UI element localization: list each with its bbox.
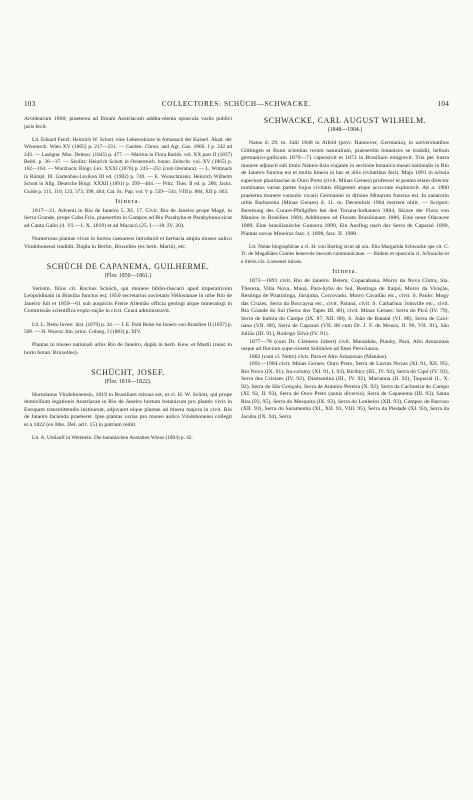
collector-years-schucht: (Flor. 1819—1822).: [104, 378, 152, 385]
schott-itinera-heading: Itinera.: [115, 197, 141, 205]
schuch-capanema-plants: Plantas in museo nationali urbis Rio de Janeiro, dupla in herb. Kew. et Martii (nunc in horto botan. Bruxelles).: [24, 342, 232, 356]
collector-heading-schwacke: SCHWACKE, CARL AUGUST WILHELM.: [263, 116, 427, 125]
schuch-capanema-bio: Verisim. filius cit. Rochus Schüch, qui munere biblio-thecarii apud imperatricem Leopoldinam in Brasilia functus est, 1850 secretarius societatis Vellosianae in urbe Rio de Janeiro fuit et 1859—61 sub auspiciis Freire Allemão officia geologi atque mineralogi in Commissão scientifica explo-ração in civit. Ceará administravit.: [24, 285, 232, 315]
schott-continuation: Aroidearum 1860; praeterea ad floram Austriacam addita-menta opuscula variis publici juris fecit.: [24, 116, 232, 130]
schwacke-itinera-3: 1882 (cum cl. Netto) civit. Pará et Alto Amazonas (Manáos).: [249, 353, 388, 360]
collector-years-schwacke: (1848—1904.): [327, 127, 363, 133]
schucht-bio: Hortulanus Vindobonensis, 1819 in Brasiliam missus est, ut cl. H. W. Schott, qui prope domicilium legationis Austriacae in Rio de Janeiro hortum botanicum pro plantis vivis in Europam transmittendis instituerat, adjuvaret eique plantas ad itinera majora in civit. Rio de Janeiro facienda praeberet. Ipse plantas varias pro museo aulico Vindobonensi collegit et a 1822 (ex Mss. Del. ad t. 15) in patriam rediit.: [24, 391, 232, 428]
collector-heading-schucht: SCHÜCHT, JOSEF.: [91, 367, 165, 377]
left-column: [24, 116, 232, 443]
schucht-literature: Lit. A. Umlauft in Wettstein: Die botanischen Anstalten Wiens (1894) p. 42.: [32, 435, 193, 442]
page-number-left: 103: [24, 100, 36, 108]
page-number-right: 104: [437, 100, 449, 108]
schott-itinera: 1817—21. Advenit in Rio de Janeiro 5. XI. 17. Civit. Rio de Janeiro prope Magé, in Serra Grande, prope Cabo Frio, praesertim in Campos ad Rio Parahyba et Parahybuna sicut ad Canta Gallo (4. VI.—1. X. 1819) et ad Macacú (25. I.—18. IV. 20).: [24, 207, 233, 229]
schuch-capanema-literature: Lit. L. Netto Invest. hist. (1870) p. 34. — J. E. Pohl Reise im Innern von Brasilien II (1837) p. 568. — H. Wawra: Itin. princ. Coburg. I (1883) p. XIV.: [24, 321, 232, 336]
schwacke-itinera-2: 1877—78 (cum Dr. Clemens Jobert) civit. Maranhão, Piauhy, Pará, Alto Amazonas usque ad fluvium supe-riorem Solimões ad fines Peruvianos.: [241, 338, 449, 353]
schwacke-itinera-4: 1891—1904 civit. Minas Geraes: Ouro Preto, Serra de Lavras Novas (XI. 91, XII. 95), Rio Novo (IX. 91), Ita-columy (XI. 91, I. 93), Birihiry (III., IV. 92), Serra do Cipó (IV. 92), Serra dos Cristaes (IV. 92), Diamantina (III., IV. 92), Marianna (II. 92), Taquaral (I., X. 92), Serra do São Gonçalo, Serra de Antonio Pereira (X. 92), Serra da Cachoeira do Campo (XI. 92, II. 93), Serra de Ouro Preto (annis diversis), Serra de Capanema (III. 93), Santa Rita (93, 95), Serra do Mesquita (IX. 93), Serra do Lenheiro (XII. 93), Campos de Barroso (XII. 93), Serra do Saramenha (XI., XII. 93, VIII. 95), Serra da Piedade (XI. 93), Serra da Jacuba (IX. 94), Serra: [241, 361, 450, 420]
schwacke-literature: Lit. Notae biographicae a cl. H. von Ihering sicut ab ora. filia Margarida Schwacke spe cit. C. Tr. de Magalhães Gomes benevole mecum communicatae. — Ibidem et opuscula cl. Schwacke et e literis clo. Loesener missis.: [241, 244, 449, 265]
schwacke-bio: Natus d. 29. m. Julii 1848 in Alfeld (prov. Hannover, Germania), in universitatibus Göttingen et Bonn scientias rerum naturalium, praesertim botanices se tradidit, bellum germanico-gallicum 1870—71 capessivit et 1873 in Brasiliam emigravit. Tria per lustra munere adjuncti sub titulo Natura-lista viajante in sectione botanica musei nationalis in Rio de Janeiro functus est et multa itinera in hac et aliis civitatibus fecit. Majo 1891 in schola superiore pharmaciae in Ouro Preto (civit. Minas Geraes) professor et postea etiam director nominatus varias partes hujus civitatis diligenter atque accu-rate exploravit. Ab a. 1900 praeterea munere consulis vicarii Germaniei in ditione Minarum functus est. In sanatorio urbis Barbacena (Minas Geraes) d. 11. m. Decembris 1904 mortem obiit. — Scripsit: Bereitung des Curare-Pfeilgiftes bei den Tecuna-Indianern 1884, Skizze der Flora von Manáos in Brasilien 1884, Additiones ad Floram Brasilianam 1886, Eine neue Olacacee 1889, Eine brasilianische Gunnera 1890, Ein Ausflug nach der Serra de Caparaó 1890, Plantas novas Mineiras fasc. I. 1898, fasc. II. 1900.: [241, 140, 449, 237]
collector-heading-schuch-capanema: SCHÜCH DE CAPANEMA, GUILHERME.: [46, 261, 210, 271]
running-title: COLLECTORES: SCHÜCH—SCHWACKE.: [161, 100, 312, 108]
running-header: [24, 100, 449, 112]
schwacke-itinera-1: 1873—1891 civit. Rio de Janeiro: Belem, Copacabana, Morro da Nova Cintra, Sta. Thereza, Villa Nova, Mauá, Para-hyba do Sul, Restinga de Itaipú, Morro da Viração, Restinga de Piratininga, Jurujuba, Corcovado, Morro Cavallão etc., civit. S. Paulo: Mogy das Cruzes, Serra da Boccayna etc., civit. Paraná, civit. S. Catharina: Joinville etc., civit. Rio Grande do Sul (Serra dos Tapes III. 80), civit. Minas Geraes: Serra do Picú (IV. 79), Serra de Itabira do Campo (IX. 87, XII. 88), S. João de Batatal (VI. 88), Serra de Caxi-nana (VII. 88), Serra de Caparaó (VII. 88 cum Dr. J. F. de Moura, II. 90, VII. 91), São Julião (III. 91), Rodrigo Silva (IV. 91).: [241, 278, 449, 337]
schott-plants: Numerosas plantas vivas in hortos caesareos introduxit et herbaria ampla museo aulico Vindobonensi tradidit. Dupla in Berlin, Bruxelles (ex herb. Martii), etc.: [24, 236, 232, 251]
collector-years-schuch-capanema: (Flor. 1850—1861.): [104, 272, 152, 279]
right-column: [241, 116, 449, 422]
schott-literature: Lit. Eduard Fenzl: Heinrich W. Schott, eine Lebensskizze in Almanach der Kaiserl. Akad. der Wissensch. Wien XV (1865) p. 217—231. — Garden. Chron. and Agr. Gaz. 1866. I p. 242 ad 243. — Lasègue: Mus. Delessr. (1845) p. 477. — Martius in Flora Ratisb. vol. XX pars II (1837) Beibl. p. 36—37. — Skofitz: Heinrich Schott in Oesterreich. botan. Zeitschr. vol. XV (1865) p. 162—164. — Wurzbach: Biogr. Lex. XXXI (1876) p. 245—251 (cum literatura). — L. Wittmack in Rümpl. Ill. Gartenbau-Lexikon III ed. (1902) p. 749. — E. Wunschmann: Heinrich Wilhelm Schott in Allg. Deutsche Biogr. XXXII (1891) p. 399—404. — Pritz. Thes. II ed. p. 286; Jacks. Guide p. 115, 118, 123, 373, 398, 404; Cat. Sc. Pap. vol. V p. 539—541, VIII p. 884, XII p. 663.: [24, 137, 232, 195]
schwacke-itinera-heading: Itinera.: [332, 268, 358, 276]
